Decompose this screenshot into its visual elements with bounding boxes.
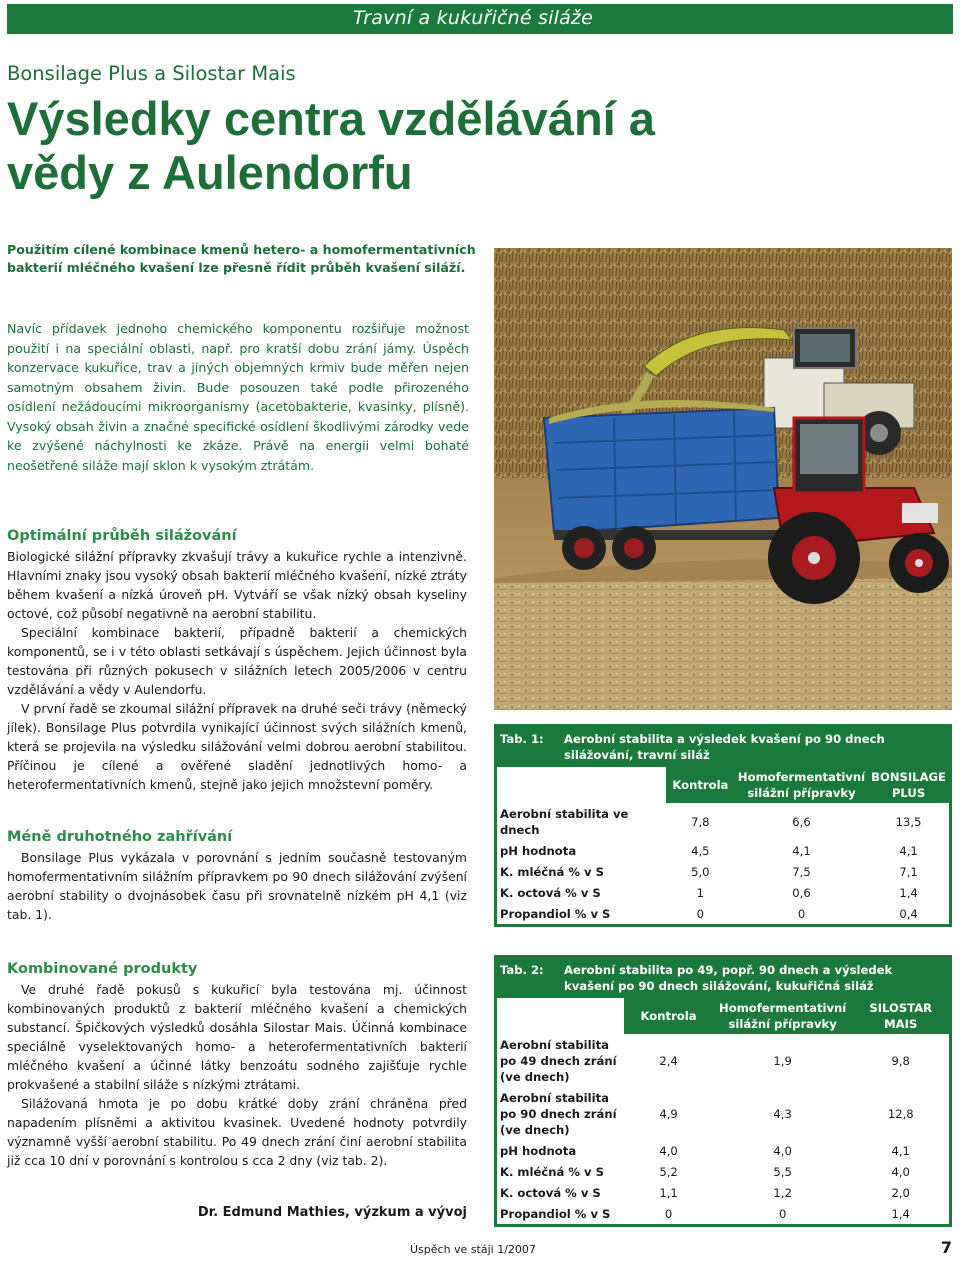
paragraph: Biologické silážní přípravky zkvašují trávy a kukuřice rychle a intenzivně. Hlavními znaky jsou vysoký obsah bakterií mléčného kvašení, nízké ztráty během kvašení a nízká úroveň pH. Vytváří se však nízký obsah kyseliny octové, což působí negativně na aerobní stabilitu. [7, 549, 467, 621]
cell: 0,6 [735, 883, 868, 904]
cell: 0 [624, 1204, 713, 1225]
column-header: Kontrola [666, 767, 735, 804]
article-subtitle: Bonsilage Plus a Silostar Mais [7, 62, 296, 85]
paragraph: Silážovaná hmota je po dobu krátké doby zrání chráněna před napadením plísněmi a aktivitou kvasinek. Uvedené hodnoty potvrdily významně vyšší aerobní stabilitu. Po 49 dnech zrání činí aerobní stabilita již cca 10 dní v porovnání s kontrolou s cca 2 dny (viz tab. 2). [7, 1096, 467, 1168]
column-header: BONSILAGE PLUS [868, 767, 949, 804]
table-row [497, 883, 949, 904]
cell: 4,1 [868, 841, 949, 862]
row-label: K. mléčná % v S [497, 1162, 624, 1183]
row-label: Propandiol % v S [497, 904, 666, 925]
cell: 7,5 [735, 862, 868, 883]
section-title: Travní a kukuřičné siláže [352, 7, 593, 29]
row-label: K. mléčná % v S [497, 862, 666, 883]
page-number: 7 [940, 1238, 952, 1257]
cell: 4,3 [713, 1088, 853, 1141]
cell: 5,0 [666, 862, 735, 883]
cell: 4,1 [735, 841, 868, 862]
table-row [497, 804, 949, 841]
row-label: pH hodnota [497, 1141, 624, 1162]
cell: 9,8 [852, 1035, 949, 1088]
cell: 6,6 [735, 804, 868, 841]
table-row [497, 1162, 949, 1183]
header-bar [7, 4, 953, 34]
column-header: Homofermentativní silážní přípravky [713, 998, 853, 1035]
cell: 0 [735, 904, 868, 925]
cell: 5,2 [624, 1162, 713, 1183]
table-row [497, 1204, 949, 1225]
article-lead: Použitím cílené kombinace kmenů hetero- a homofermentativních bakterií mléčného kvašení lze přesně řídit průběh kvašení siláží. [7, 242, 476, 275]
cell: 7,1 [868, 862, 949, 883]
row-label: K. octová % v S [497, 883, 666, 904]
cell: 1,9 [713, 1035, 853, 1088]
section-optimal-ensiling [7, 527, 467, 794]
cell: 4,9 [624, 1088, 713, 1141]
cell: 1,1 [624, 1183, 713, 1204]
cell: 4,0 [852, 1162, 949, 1183]
cell: 2,4 [624, 1035, 713, 1088]
column-header: SILOSTAR MAIS [852, 998, 949, 1035]
table-row [497, 1183, 949, 1204]
row-label: pH hodnota [497, 841, 666, 862]
cell: 13,5 [868, 804, 949, 841]
paragraph: Bonsilage Plus vykázala v porovnání s jedním současně testovaným homofermentativním silážním přípravkem po 90 dnech silážování zvýšení aerobní stability o dvojnásobek času při srovnatelně nízkém pH 4,1 (viz tab. 1). [7, 850, 467, 922]
table-row [497, 862, 949, 883]
row-label: Propandiol % v S [497, 1204, 624, 1225]
cell: 2,0 [852, 1183, 949, 1204]
table-row [497, 1141, 949, 1162]
author-signature: Dr. Edmund Mathies, výzkum a vývoj [197, 1205, 467, 1220]
paragraph: V první řadě se zkoumal silážní přípravek na druhé seči trávy (německý jílek). Bonsilage Plus potvrdila vynikající účinnost svých silážních kmenů, která se projevila na výsledku silážování velmi dobrou aerobní stabilitou. Příčinou je cílené a ověřené sladění jednotlivých homo- a heterofermentativních kmenů, stejně jako jejich množstevní poměry. [7, 701, 467, 792]
section-heading: Optimální průběh silážování [7, 528, 237, 544]
section-combined-products [7, 960, 467, 1170]
harvest-photo [494, 248, 952, 710]
cell: 4,0 [624, 1141, 713, 1162]
table-1-label: Tab. 1: [500, 732, 544, 746]
table-2-grid [497, 998, 949, 1224]
column-header: Kontrola [624, 998, 713, 1035]
column-header: Homofermentativní silážní přípravky [735, 767, 868, 804]
table-2-caption: Aerobní stabilita po 49, popř. 90 dnech a výsledek kvašení po 90 dnech silážování, kukuřičná siláž [564, 963, 893, 993]
row-label: Aerobní stabilita ve dnech [497, 804, 666, 841]
paragraph: Speciální kombinace bakterií, případně bakterií a chemických komponentů, se i v této oblasti setkávají s úspěchem. Jejich účinnost byla testována při různých pokusech v silážních letech 2005/2006 v centru vzdělávání a vědy v Aulendorfu. [7, 625, 467, 697]
table-2 [494, 955, 952, 1227]
table-row [497, 904, 949, 925]
section-heading: Kombinované produkty [7, 961, 198, 977]
cell: 7,8 [666, 804, 735, 841]
article-title: Výsledky centra vzdělávání a vědy z Aulendorfu [7, 92, 655, 199]
cell: 0,4 [868, 904, 949, 925]
intro-paragraph: Navíc přídavek jednoho chemického komponentu rozšiřuje možnost použití i na speciální oblasti, např. pro kratší dobu zrání jámy. Úspěch konzervace kukuřice, trav a jiných objemných krmiv bude měřen nejen samotným obsahem živin. Bude posouzen také podle přirozeného osídlení nežádoucími mikroorganismy (acetobakterie, kvasinky, plísně). Vysoký obsah živin a značné specifické osídlení škodlivými zárodky vede ke zvýšené náchylnosti ke zkáze. Právě na energii velmi bohaté neošetřené siláže mají sklon k vysokým ztrátám. [7, 321, 469, 473]
section-heading: Méně druhotného zahřívání [7, 829, 233, 845]
row-label: Aerobní stabilita po 49 dnech zrání (ve dnech) [497, 1035, 624, 1088]
cell: 4,0 [713, 1141, 853, 1162]
table-1 [494, 724, 952, 927]
table-1-caption: Aerobní stabilita a výsledek kvašení po 90 dnech silážování, travní siláž [564, 732, 885, 762]
footer-publication: Úspěch ve stáji 1/2007 [410, 1243, 536, 1256]
cell: 1 [666, 883, 735, 904]
table-row [497, 1035, 949, 1088]
cell: 4,1 [852, 1141, 949, 1162]
table-1-header [497, 727, 949, 767]
table-row [497, 1088, 949, 1141]
paragraph: Ve druhé řadě pokusů s kukuřicí byla testována mj. účinnost kombinovaných produktů z bakterií mléčného kvašení a chemických substancí. Špičkových výsledků dosáhla Silostar Mais. Účinná kombinace speciálně vyselektovaných homo- a heterofermentativních bakterií mléčného kvašení a účinné látky benzoátu sodného zajišťuje rychle prokvašené a stabilní siláže s nízkými ztrátami. [7, 982, 467, 1092]
cell: 1,2 [713, 1183, 853, 1204]
section-less-heating [7, 828, 467, 924]
table-2-label: Tab. 2: [500, 963, 544, 977]
cell: 4,5 [666, 841, 735, 862]
cell: 0 [666, 904, 735, 925]
table-row [497, 841, 949, 862]
harvest-illustration [494, 248, 952, 710]
table-1-grid [497, 767, 949, 924]
cell: 5,5 [713, 1162, 853, 1183]
cell: 1,4 [852, 1204, 949, 1225]
cell: 12,8 [852, 1088, 949, 1141]
table-2-header [497, 958, 949, 998]
cell: 1,4 [868, 883, 949, 904]
row-label: Aerobní stabilita po 90 dnech zrání (ve dnech) [497, 1088, 624, 1141]
row-label: K. octová % v S [497, 1183, 624, 1204]
cell: 0 [713, 1204, 853, 1225]
